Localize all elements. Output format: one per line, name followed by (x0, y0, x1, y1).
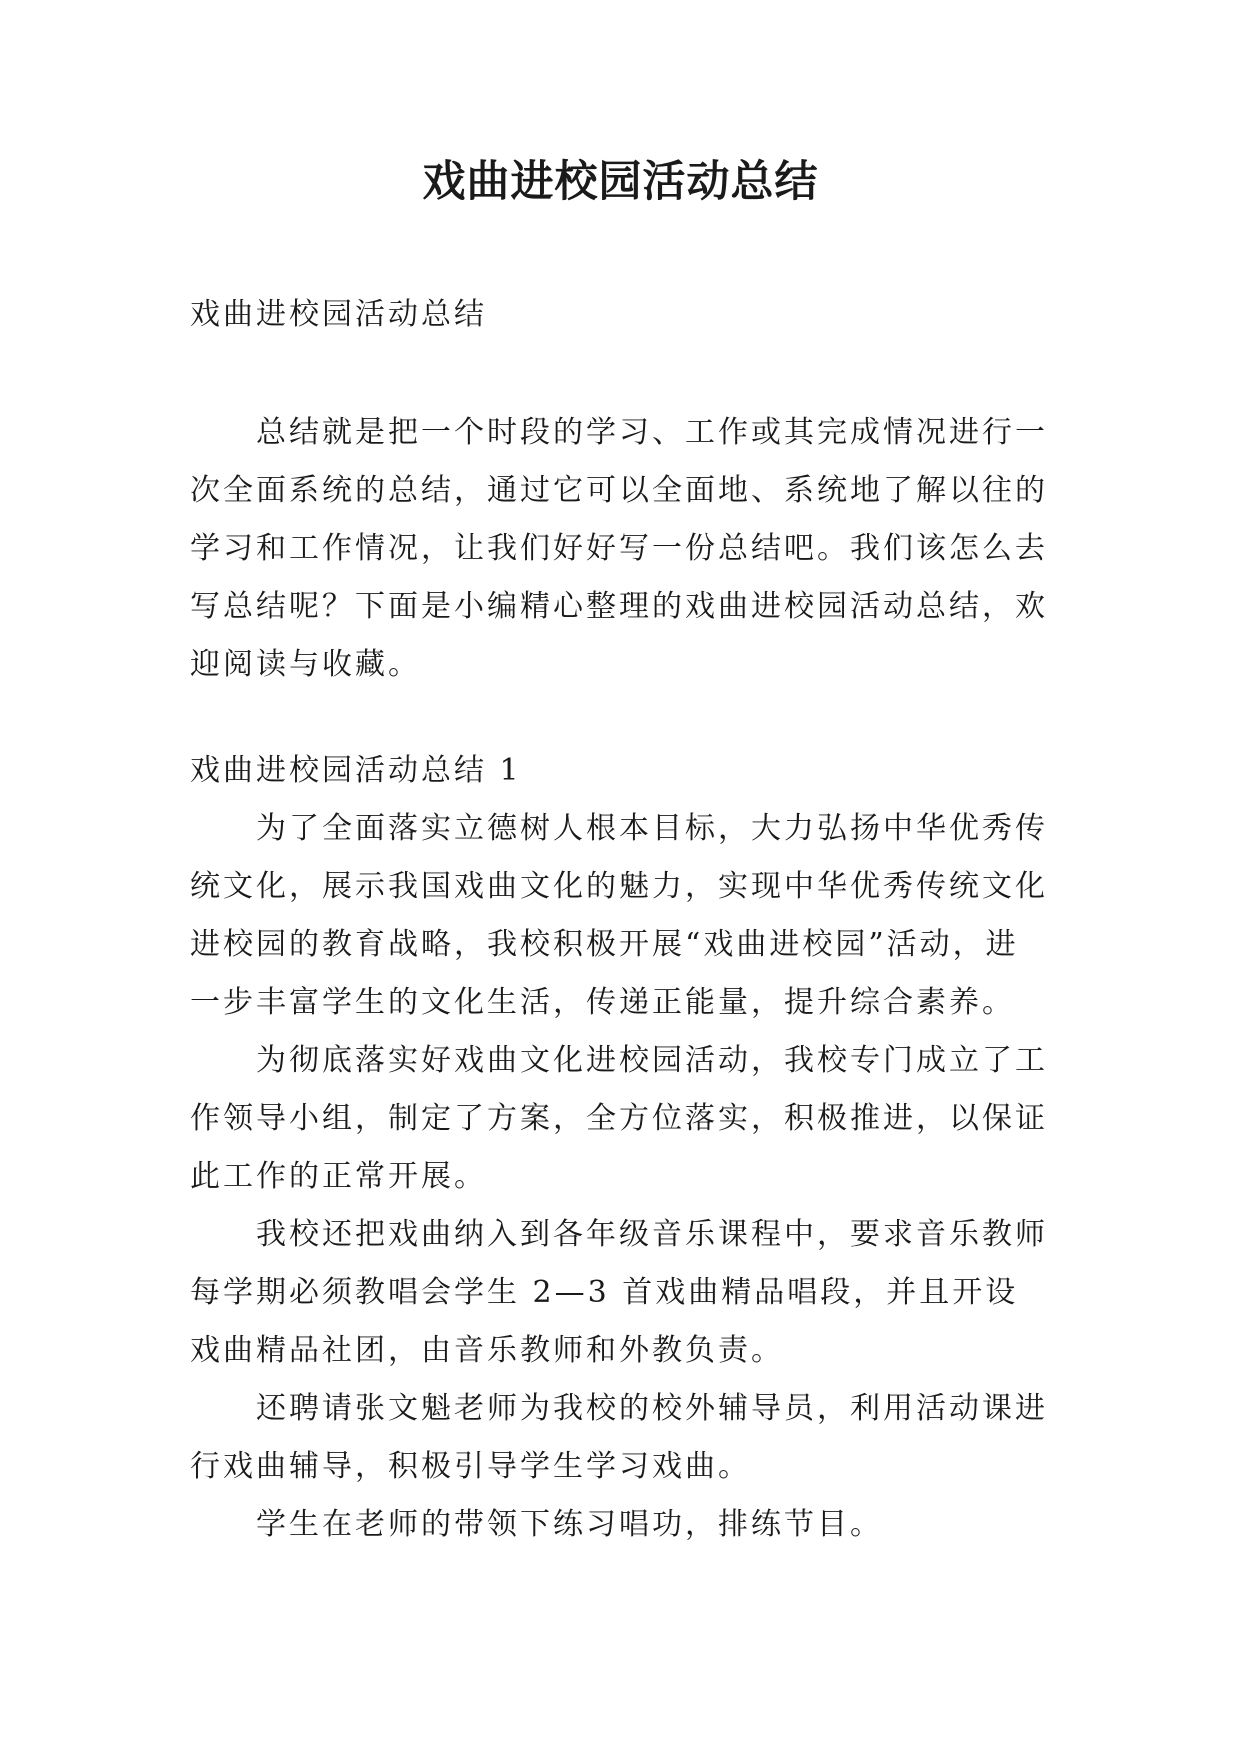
section-1 (190, 742, 1050, 1554)
section-heading: 戏曲进校园活动总结 1 (190, 753, 522, 788)
document-subtitle: 戏曲进校园活动总结 (190, 297, 487, 332)
section-paragraph-5: 学生在老师的带领下练习唱功，排练节目。 (256, 1507, 883, 1542)
intro-paragraph: 总结就是把一个时段的学习、工作或其完成情况进行一次全面系统的总结，通过它可以全面地、系统地了解以往的学习和工作情况，让我们好好写一份总结吧。我们该怎么去写总结呢？下面是小编精心整理的戏曲进校园活动总结，欢迎阅读与收藏。 (190, 415, 1048, 682)
section-paragraph-3: 我校还把戏曲纳入到各年级音乐课程中，要求音乐教师每学期必须教唱会学生 2—3 首戏曲精品唱段，并且开设戏曲精品社团，由音乐教师和外教负责。 (190, 1217, 1048, 1368)
document-title: 戏曲进校园活动总结 (422, 157, 819, 207)
section-paragraph-4: 还聘请张文魁老师为我校的校外辅导员，利用活动课进行戏曲辅导，积极引导学生学习戏曲。 (190, 1391, 1048, 1484)
section-paragraph-2: 为彻底落实好戏曲文化进校园活动，我校专门成立了工作领导小组，制定了方案，全方位落实，积极推进，以保证此工作的正常开展。 (190, 1043, 1048, 1194)
section-paragraph-1: 为了全面落实立德树人根本目标，大力弘扬中华优秀传统文化，展示我国戏曲文化的魅力，实现中华优秀传统文化进校园的教育战略，我校积极开展“戏曲进校园”活动，进一步丰富学生的文化生活，传递正能量，提升综合素养。 (190, 811, 1048, 1020)
